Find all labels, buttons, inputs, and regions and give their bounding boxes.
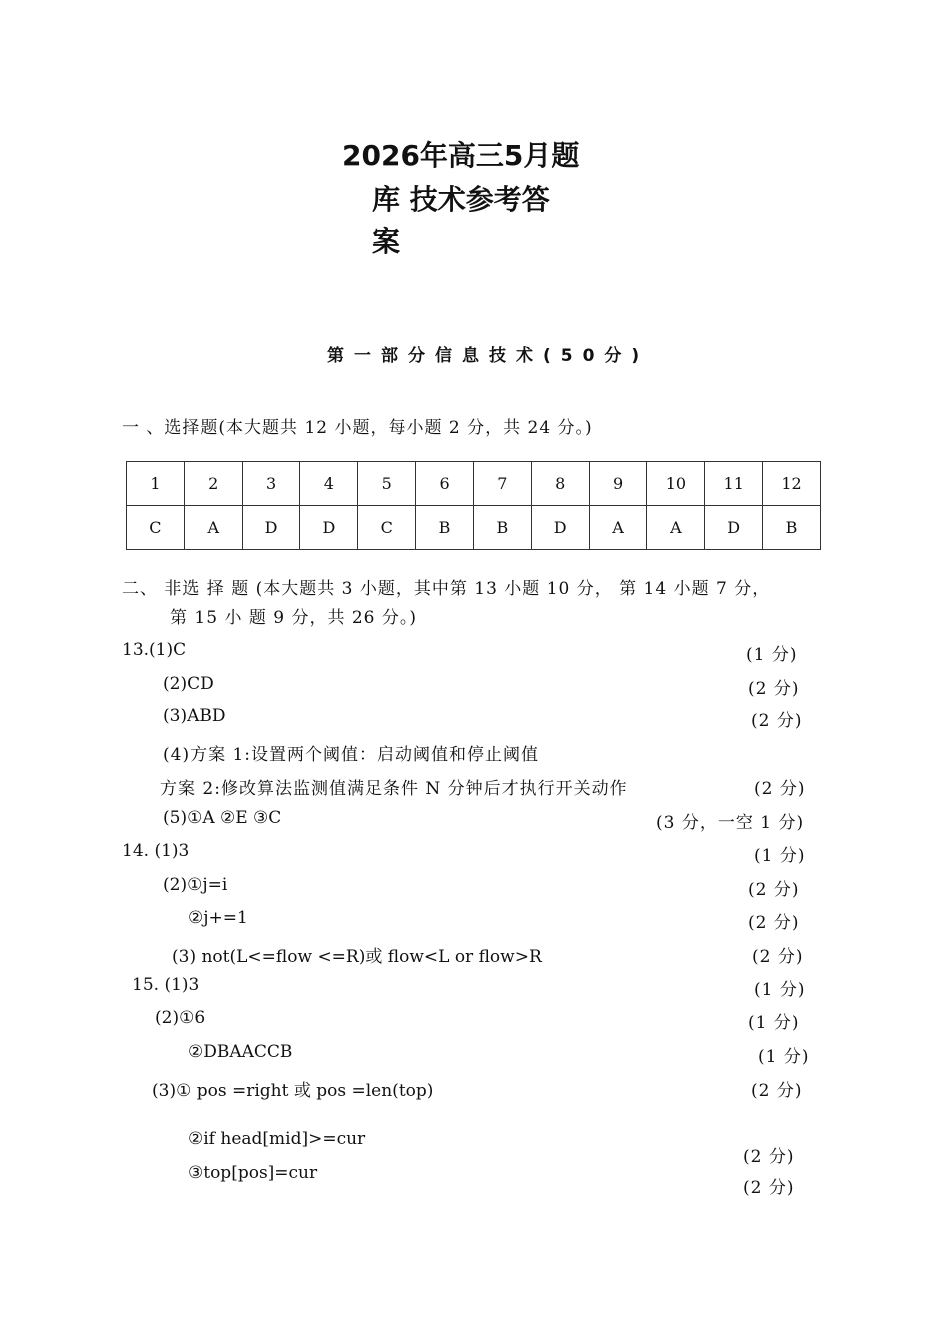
table-row-numbers xyxy=(127,462,821,506)
part2-heading-line-2: 第 15 小 题 9 分，共 26 分。) xyxy=(170,608,418,628)
table-cell: B xyxy=(763,506,821,550)
q15-answer-2: (2)①6 xyxy=(155,1008,206,1028)
q15-score-1: (1 分) xyxy=(754,980,806,1000)
q15-answer-2b: ②DBAACCB xyxy=(188,1042,293,1062)
part2-heading-line-1: 二、 非选 择 题 (本大题共 3 小题，其中第 13 小题 10 分， 第 14 小题 7 分， xyxy=(122,579,771,599)
answer-table xyxy=(126,461,821,550)
table-cell: D xyxy=(242,506,300,550)
q15-answer-1: 15. (1)3 xyxy=(132,975,200,995)
q13-answer-5: (5)①A ②E ③C xyxy=(163,808,282,828)
table-cell: 3 xyxy=(242,462,300,506)
table-row-answers xyxy=(127,506,821,550)
q13-score-5: (3 分，一空 1 分) xyxy=(656,813,805,833)
table-cell: 10 xyxy=(647,462,705,506)
table-cell: D xyxy=(531,506,589,550)
q13-score-2: (2 分) xyxy=(748,679,800,699)
q15-score-3c: (2 分) xyxy=(743,1178,795,1198)
table-cell: B xyxy=(473,506,531,550)
table-cell: 11 xyxy=(705,462,763,506)
table-cell: 9 xyxy=(589,462,647,506)
q14-score-1: (1 分) xyxy=(754,846,806,866)
q13-score-3: (2 分) xyxy=(751,711,803,731)
table-cell: D xyxy=(300,506,358,550)
q14-answer-1: 14. (1)3 xyxy=(122,841,190,861)
q13-answer-4-line-1: (4)方案 1:设置两个阈值：启动阈值和停止阈值 xyxy=(163,745,540,765)
table-cell: C xyxy=(358,506,416,550)
q13-score-1: (1 分) xyxy=(746,645,798,665)
table-cell: 6 xyxy=(416,462,474,506)
table-cell: 8 xyxy=(531,462,589,506)
q13-answer-1: 13.(1)C xyxy=(122,640,187,660)
table-cell: A xyxy=(184,506,242,550)
q14-answer-2b: ②j+=1 xyxy=(188,908,248,928)
table-cell: A xyxy=(589,506,647,550)
page-title-line-2: 库 技术参考答 xyxy=(372,183,550,216)
q14-answer-3: (3) not(L<=flow <=R)或 flow<L or flow>R xyxy=(172,947,542,967)
q13-answer-4-line-2: 方案 2:修改算法监测值满足条件 N 分钟后才执行开关动作 xyxy=(160,779,628,799)
table-cell: B xyxy=(416,506,474,550)
page-title-line-3: 案 xyxy=(372,225,401,258)
table-cell: C xyxy=(127,506,185,550)
table-cell: 1 xyxy=(127,462,185,506)
table-cell: 7 xyxy=(473,462,531,506)
section-heading: 第一部分信息技术(50分) xyxy=(327,346,650,366)
table-cell: 12 xyxy=(763,462,821,506)
q13-answer-3: (3)ABD xyxy=(163,706,226,726)
q15-score-2b: (1 分) xyxy=(758,1047,810,1067)
table-cell: A xyxy=(647,506,705,550)
q15-answer-3c: ③top[pos]=cur xyxy=(188,1163,318,1183)
q14-score-3: (2 分) xyxy=(752,947,804,967)
q14-answer-2: (2)①j=i xyxy=(163,875,228,895)
table-cell: 2 xyxy=(184,462,242,506)
q15-score-2: (1 分) xyxy=(748,1013,800,1033)
table-cell: 4 xyxy=(300,462,358,506)
page-title-line-1: 2026年高三5月题 xyxy=(342,139,580,172)
q15-answer-3: (3)① pos =right 或 pos =len(top) xyxy=(152,1081,434,1101)
q14-score-2b: (2 分) xyxy=(748,913,800,933)
q15-score-3b: (2 分) xyxy=(743,1147,795,1167)
table-cell: 5 xyxy=(358,462,416,506)
q13-score-4: (2 分) xyxy=(754,779,806,799)
q15-score-3: (2 分) xyxy=(751,1081,803,1101)
part1-heading: 一 、选择题(本大题共 12 小题，每小题 2 分，共 24 分。) xyxy=(122,418,593,438)
q14-score-2: (2 分) xyxy=(748,880,800,900)
q15-answer-3b: ②if head[mid]>=cur xyxy=(188,1129,366,1149)
q13-answer-2: (2)CD xyxy=(163,674,214,694)
table-cell: D xyxy=(705,506,763,550)
